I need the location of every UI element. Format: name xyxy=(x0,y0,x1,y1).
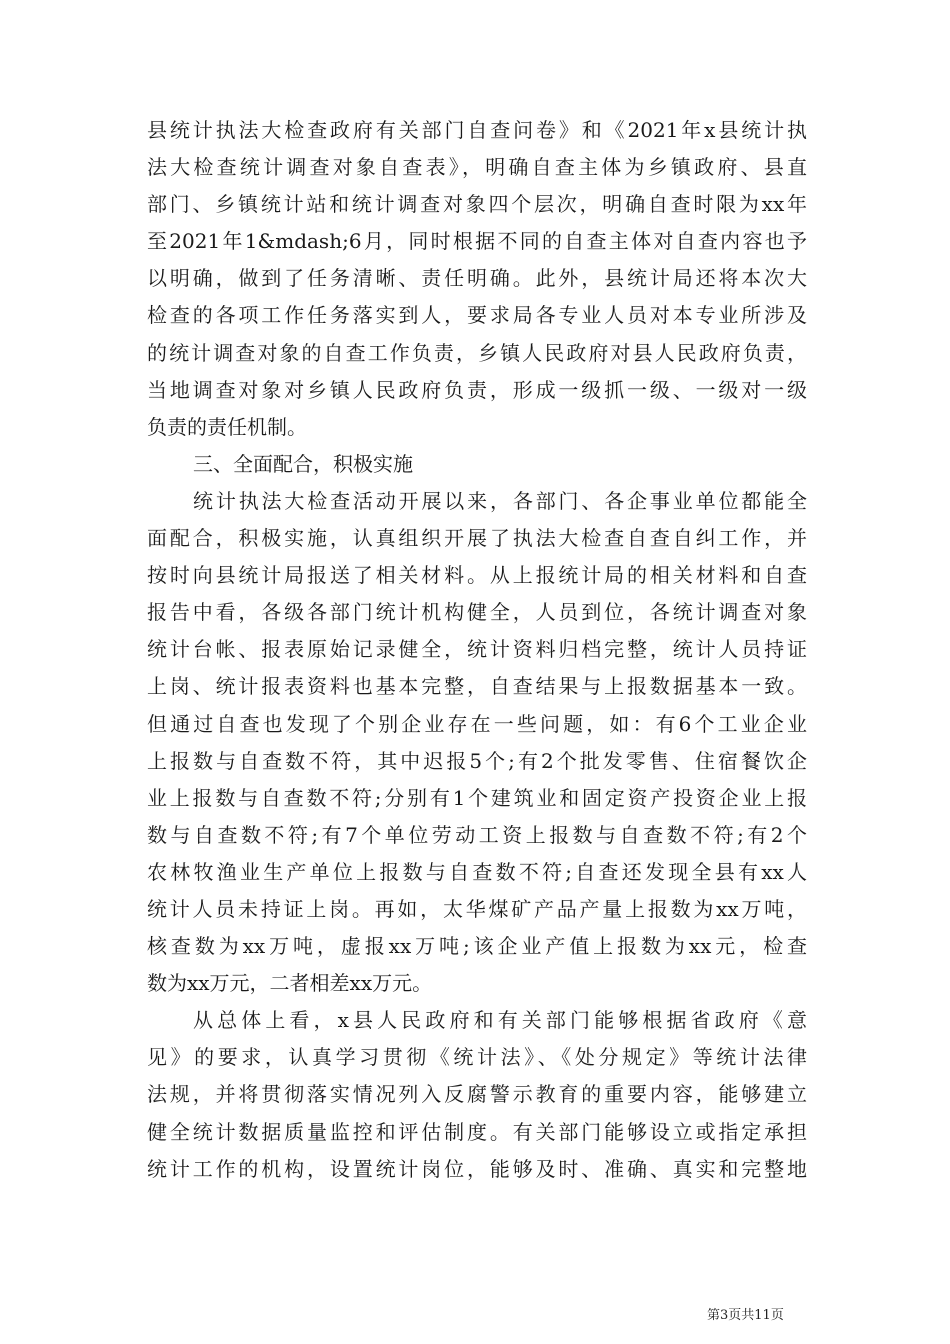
text-line: 按时向县统计局报送了相关材料。从上报统计局的相关材料和自查 xyxy=(147,563,807,588)
text-line: 数与自查数不符;有7个单位劳动工资上报数与自查数不符;有2个 xyxy=(147,822,807,847)
section-heading: 三、全面配合，积极实施 xyxy=(193,451,413,476)
text-line: 统计台帐、报表原始记录健全，统计资料归档完整，统计人员持证 xyxy=(147,637,807,662)
text-line: 法规，并将贯彻落实情况列入反腐警示教育的重要内容，能够建立 xyxy=(147,1082,807,1107)
text-line: 县统计执法大检查政府有关部门自查问卷》和《2021年x县统计执 xyxy=(147,118,807,142)
text-line: 面配合，积极实施，认真组织开展了执法大检查自查自纠工作，并 xyxy=(147,526,807,551)
paragraph-1 xyxy=(147,112,807,446)
text-line: 检查的各项工作任务落实到人，要求局各专业人员对本专业所涉及 xyxy=(147,303,807,328)
text-line: 上岗、统计报表资料也基本完整，自查结果与上报数据基本一致。 xyxy=(147,674,807,699)
text-line: 统计执法大检查活动开展以来，各部门、各企事业单位都能全 xyxy=(193,488,807,513)
text-line: 部门、乡镇统计站和统计调查对象四个层次，明确自查时限为xx年 xyxy=(147,192,807,217)
paragraph-2 xyxy=(147,483,807,1002)
text-line: 统计工作的机构，设置统计岗位，能够及时、准确、真实和完整地 xyxy=(147,1156,807,1181)
text-line: 数为xx万元，二者相差xx万元。 xyxy=(147,971,433,996)
text-line: 当地调查对象对乡镇人民政府负责，形成一级抓一级、一级对一级 xyxy=(147,377,807,402)
document-body xyxy=(147,112,807,1188)
text-line: 健全统计数据质量监控和评估制度。有关部门能够设立或指定承担 xyxy=(147,1119,807,1144)
text-line: 的统计调查对象的自查工作负责，乡镇人民政府对县人民政府负责， xyxy=(147,340,807,365)
text-line: 农林牧渔业生产单位上报数与自查数不符;自查还发现全县有xx人 xyxy=(147,859,807,884)
text-line: 但通过自查也发现了个别企业存在一些问题，如：有6个工业企业 xyxy=(147,711,807,736)
text-line: 核查数为xx万吨，虚报xx万吨;该企业产值上报数为xx元，检查 xyxy=(147,934,807,959)
text-line: 报告中看，各级各部门统计机构健全，人员到位，各统计调查对象 xyxy=(147,600,807,625)
text-line: 业上报数与自查数不符;分别有1个建筑业和固定资产投资企业上报 xyxy=(147,785,807,810)
text-line: 从总体上看，x县人民政府和有关部门能够根据省政府《意 xyxy=(193,1008,807,1033)
text-line: 负责的责任机制。 xyxy=(147,414,307,439)
text-line: 至2021年1&mdash;6月，同时根据不同的自查主体对自查内容也予 xyxy=(147,229,807,254)
text-line: 统计人员未持证上岗。再如，太华煤矿产品产量上报数为xx万吨， xyxy=(147,896,807,921)
text-line: 以明确，做到了任务清晰、责任明确。此外，县统计局还将本次大 xyxy=(147,266,807,291)
paragraph-3 xyxy=(147,1002,807,1187)
text-line: 见》的要求，认真学习贯彻《统计法》、《处分规定》等统计法律 xyxy=(147,1045,807,1070)
text-line: 法大检查统计调查对象自查表》，明确自查主体为乡镇政府、县直 xyxy=(147,155,807,180)
text-line: 上报数与自查数不符，其中迟报5个;有2个批发零售、住宿餐饮企 xyxy=(147,748,807,773)
page-number: 第3页共11页 xyxy=(707,1308,784,1323)
